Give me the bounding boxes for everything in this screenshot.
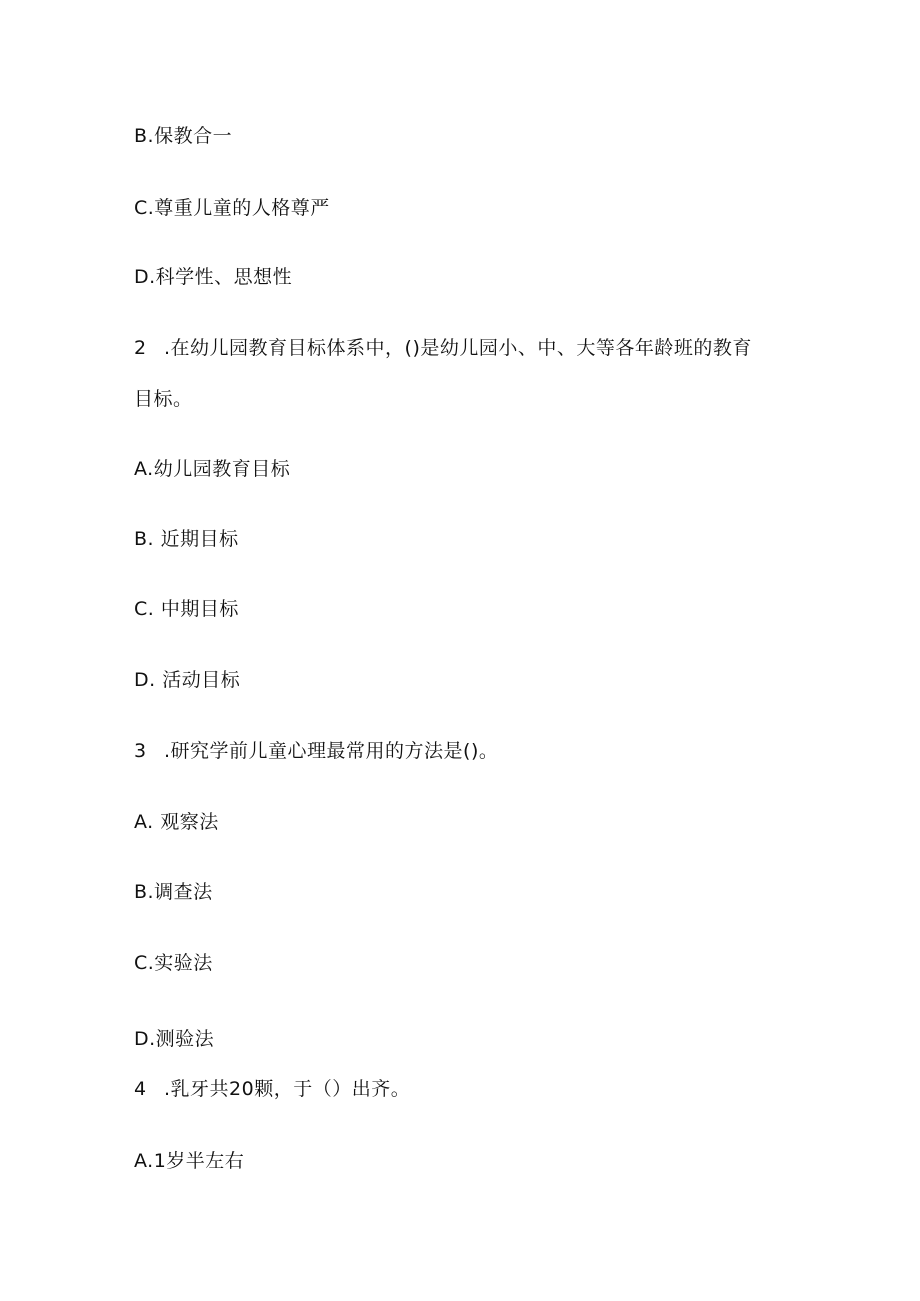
option-d-q1 bbox=[134, 265, 292, 289]
option-text: D. 活动目标 bbox=[134, 669, 241, 691]
option-text: D.科学性、思想性 bbox=[134, 266, 293, 288]
option-b-q2 bbox=[134, 527, 239, 551]
question-number: 3 bbox=[134, 740, 147, 762]
option-text: A.1岁半左右 bbox=[134, 1150, 245, 1172]
option-text: B. 近期目标 bbox=[134, 528, 239, 550]
question-3 bbox=[134, 739, 498, 763]
option-c-q2 bbox=[134, 597, 239, 621]
question-text: .乳牙共20颗，于（）出齐。 bbox=[164, 1078, 411, 1100]
option-a-q4 bbox=[134, 1149, 244, 1173]
option-text: B.保教合一 bbox=[134, 125, 233, 147]
option-text: C.尊重儿童的人格尊严 bbox=[134, 197, 330, 219]
option-d-q2 bbox=[134, 668, 240, 692]
question-number: 2 bbox=[134, 337, 147, 359]
question-2 bbox=[134, 336, 752, 360]
option-a-q2 bbox=[134, 457, 290, 481]
option-a-q3 bbox=[134, 810, 219, 834]
question-4 bbox=[134, 1077, 410, 1101]
option-c-q3 bbox=[134, 951, 213, 975]
option-text: B.调查法 bbox=[134, 881, 213, 903]
option-text: C.实验法 bbox=[134, 952, 213, 974]
question-2-continuation bbox=[134, 387, 193, 411]
option-b-q3 bbox=[134, 880, 213, 904]
question-text: .在幼儿园教育目标体系中，()是幼儿园小、中、大等各年龄班的教育 bbox=[164, 337, 752, 359]
option-d-q3 bbox=[134, 1027, 214, 1051]
option-text: A. 观察法 bbox=[134, 811, 219, 833]
option-c-q1 bbox=[134, 196, 330, 220]
question-text: .研究学前儿童心理最常用的方法是()。 bbox=[164, 740, 499, 762]
option-text: C. 中期目标 bbox=[134, 598, 239, 620]
option-b-q1 bbox=[134, 124, 232, 148]
option-text: D.测验法 bbox=[134, 1028, 215, 1050]
option-text: A.幼儿园教育目标 bbox=[134, 458, 291, 480]
question-text: 目标。 bbox=[134, 388, 193, 410]
question-number: 4 bbox=[134, 1078, 147, 1100]
